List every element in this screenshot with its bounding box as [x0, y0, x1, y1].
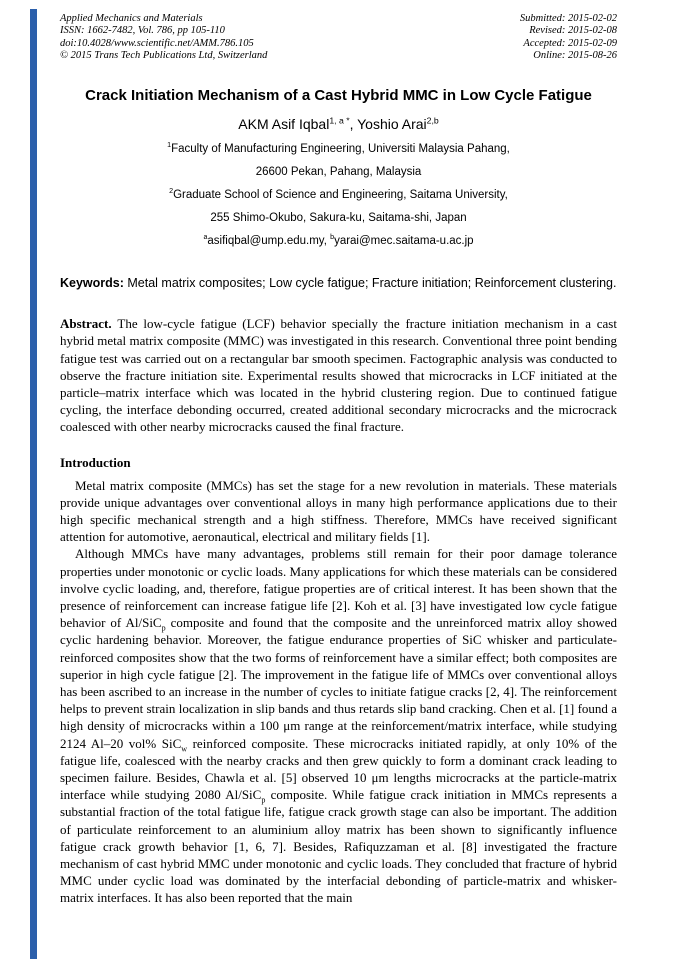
- journal-info: [60, 13, 267, 63]
- online-date: Online: 2015-08-26: [533, 50, 617, 62]
- affiliation-2-address: 255 Shimo-Okubo, Sakura-ku, Saitama-shi, Japan: [210, 211, 467, 224]
- accepted-date: Accepted: 2015-02-09: [523, 37, 617, 49]
- introduction-paragraph-1: Metal matrix composite (MMCs) has set the stage for a new revolution in materials. These materials provide unique advantages over conventional alloys in many high performance applications due to their high specific mechanical strength and a high stiffness. Therefore, MMCs have received significant attention for automotive, aeronautical, electrical and military fields [1].: [60, 477, 617, 545]
- journal-issn-volume: ISSN: 1662-7482, Vol. 786, pp 105-110: [60, 25, 225, 37]
- revised-date: Revised: 2015-02-08: [529, 25, 617, 37]
- journal-copyright: © 2015 Trans Tech Publications Ltd, Switzerland: [60, 50, 268, 62]
- affiliation-1-address: 26600 Pekan, Pahang, Malaysia: [255, 165, 422, 178]
- paper-page: [60, 13, 617, 907]
- keywords-line: Keywords: Metal matrix composites; Low cycle fatigue; Fracture initiation; Reinforcement clustering.: [60, 275, 617, 290]
- submission-dates: [520, 13, 617, 63]
- submitted-date: Submitted: 2015-02-02: [519, 13, 617, 24]
- journal-header: [60, 13, 617, 63]
- introduction-paragraph-2: Although MMCs have many advantages, problems still remain for their poor damage tolerance properties under monotonic or cyclic loads. Many applications for which these materials can be considered involve cyclic loading, and, therefore, fatigue properties are of critical interest. It has been shown that the presence of reinforcement can increase fatigue life [2]. Koh et al. [3] have investigated low cycle fatigue behavior of Al/SiC$_p$ composite and found that the composite and the unreinforced matrix alloy showed cyclic hardening behavior. Moreover, the fatigue endurance properties of SiC whisker and particulate-reinforced composites show that the two forms of reinforcement have a similar effect; both composites are superior in high cycle fatigue [2]. The improvement in the fatigue life of MMCs over conventional alloys has been ascribed to an increase in the number of cycles to initiate fatigue cracks [2, 4]. The reinforcement helps to prevent strain localization in slip bands and thus retards slip band cracking. Chen et al. [1] found a high density of microcracks within a 100 μm range at the reinforcement/matrix interface, while studying 2124 Al–20 vol% SiC$_w$ reinforced composite. These microcracks initiated rapidly, at only 10% of the fatigue life, coalesced with the nearby cracks and then grew quickly to form a dominant crack leading to specimen failure. Besides, Chawla et al. [5] observed 10 μm lengths microcracks at the particle-matrix interface while studying 2080 Al/SiC$_p$ composite. While fatigue crack initiation in MMCs represents a substantial fraction of the total fatigue life, fatigue crack growth stage can also be important. The addition of particulate reinforcement to an aluminium alloy matrix has been shown to significantly influence fatigue crack growth behavior [1, 6, 7]. Besides, Rafiquzzaman et al. [8] investigated the fracture mechanism of cast hybrid MMC under monotonic and cyclic loads. They concluded that fracture of hybrid MMC under cyclic load was dominated by the interfacial debonding of particle-matrix and whisker- matrix interfaces. It has also been reported that the main: [60, 546, 617, 906]
- affiliation-1: $^1$Faculty of Manufacturing Engineering, Universiti Malaysia Pahang,: [167, 140, 510, 155]
- journal-doi: doi:10.4028/www.scientific.net/AMM.786.105: [60, 37, 254, 49]
- journal-title: Applied Mechanics and Materials: [60, 13, 203, 24]
- left-accent-bar: [30, 9, 37, 959]
- authors-line: AKM Asif Iqbal$^{1, a *}$, Yoshio Arai$^{2,b}$: [238, 114, 439, 132]
- author-emails: $^a$asifiqbal@ump.edu.my, $^b$yarai@mec.saitama-u.ac.jp: [203, 232, 474, 247]
- paper-title: Crack Initiation Mechanism of a Cast Hybrid MMC in Low Cycle Fatigue: [85, 86, 592, 104]
- introduction-heading: Introduction: [60, 454, 131, 470]
- abstract-paragraph: Abstract. The low-cycle fatigue (LCF) behavior specially the fracture initiation mechanism in a cast hybrid metal matrix composite (MMC) was investigated in this research. Conventional three point bending fatigue test was carried out on a rectangular bar smooth specimen. Factographic analysis was conducted to observe the fracture initiation site. Experimental results showed that microcracks in LCF initiated at the particle–matrix interface which was located in the hybrid clustering region. Due to continued fatigue cycling, the interface debonding occurred, created additional secondary microcracks and the microcrack coalesced with other nearby microcracks caused the final fracture.: [60, 316, 617, 435]
- affiliation-2: $^2$Graduate School of Science and Engineering, Saitama University,: [169, 186, 508, 201]
